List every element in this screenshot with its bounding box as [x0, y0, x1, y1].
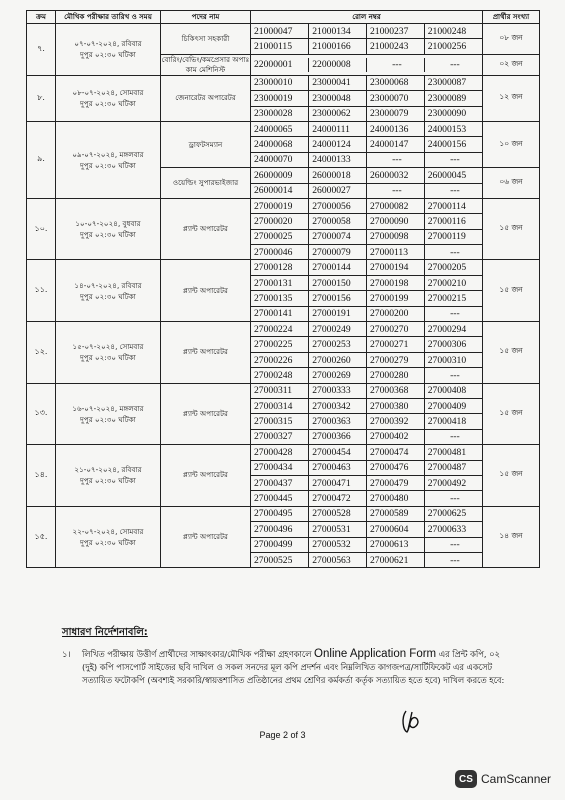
roll-number: 27000479 [367, 475, 425, 490]
roll-line [251, 491, 482, 506]
roll-number: 26000014 [251, 183, 309, 198]
datetime-cell [56, 121, 161, 198]
roll-number: 27000200 [367, 306, 425, 321]
roll-number: 27000480 [367, 491, 425, 506]
post-name-cell: প্ল্যান্ট অপারেটর [161, 383, 251, 445]
candidate-count-cell: ১২ জন [483, 75, 540, 121]
roll-number: 27000248 [251, 368, 309, 383]
roll-line [251, 322, 482, 337]
interview-time: দুপুর ০২:৩০ ঘটিকা [80, 50, 136, 60]
roll-number: 27000119 [424, 229, 482, 244]
schedule-row [27, 383, 540, 445]
roll-number: 27000306 [424, 337, 482, 352]
candidate-count-cell: ১৪ জন [483, 506, 540, 568]
roll-number: 27000019 [254, 200, 293, 212]
roll-number: 23000048 [309, 91, 367, 106]
roll-number: 24000156 [424, 137, 482, 152]
schedule-row [27, 322, 540, 384]
roll-line [251, 414, 482, 429]
roll-line [251, 58, 482, 72]
roll-number: 27000082 [367, 199, 425, 214]
roll-number: 21000115 [251, 39, 309, 54]
roll-number: 27000428 [254, 446, 293, 458]
candidate-count-cell: ১৫ জন [483, 260, 540, 322]
roll-line [251, 260, 482, 275]
roll-number: 27000532 [309, 537, 367, 552]
roll-numbers-cell [251, 198, 483, 260]
post-name-cell: প্ল্যান্ট অপারেটর [161, 198, 251, 260]
roll-number: 27000487 [424, 460, 482, 475]
roll-line [251, 429, 482, 444]
interview-time: দুপুর ০২:৩০ ঘটিকা [80, 538, 136, 547]
serial-cell: ৮. [27, 75, 56, 121]
roll-number: 27000563 [309, 552, 367, 567]
roll-number: --- [424, 306, 482, 321]
roll-number: 27000380 [367, 398, 425, 413]
roll-number: --- [424, 245, 482, 260]
post-name-cell: বোরিং/বেভিং/কমপ্রেসার অপাঃ কাম মেশিনিস্ট [161, 54, 250, 74]
roll-number: 27000402 [367, 429, 425, 444]
roll-number: --- [367, 58, 425, 72]
roll-number: 24000065 [254, 123, 293, 135]
roll-number: 26000032 [367, 168, 425, 183]
roll-line [251, 475, 482, 490]
camscanner-watermark [455, 770, 551, 788]
roll-number: 27000314 [251, 398, 309, 413]
roll-line [251, 291, 482, 306]
roll-line [251, 183, 482, 198]
roll-number: 27000342 [309, 398, 367, 413]
post-name-cell: প্ল্যান্ট অপারেটর [161, 506, 251, 568]
roll-number: 24000136 [367, 122, 425, 137]
roll-number: 27000445 [251, 491, 309, 506]
roll-number: 24000070 [251, 152, 309, 167]
roll-numbers-cell [251, 383, 483, 445]
interview-date: ১৪-০৭-২০২৪, রবিবার [74, 280, 142, 290]
roll-line [251, 168, 482, 183]
roll-number: 21000256 [424, 39, 482, 54]
roll-number: 27000225 [251, 337, 309, 352]
datetime-cell [56, 75, 161, 121]
roll-number: 27000025 [251, 229, 309, 244]
roll-number: 26000045 [424, 168, 482, 183]
roll-number: 23000028 [251, 106, 309, 121]
roll-number: 27000114 [424, 199, 482, 214]
datetime-cell [56, 260, 161, 322]
roll-number: 27000271 [367, 337, 425, 352]
roll-number: 27000056 [309, 199, 367, 214]
roll-number: 27000392 [367, 414, 425, 429]
roll-number: 27000434 [251, 460, 309, 475]
candidate-count-cell: ০৮ জন [483, 24, 540, 55]
interview-date: ০৮-০৭-২০২৪, সোমবার [72, 88, 144, 98]
roll-number: 27000408 [424, 384, 482, 399]
interview-date: ২১-০৭-২০২৪, রবিবার [74, 465, 142, 475]
roll-number: 27000113 [367, 245, 425, 260]
roll-number: 23000062 [309, 106, 367, 121]
roll-number: 27000210 [424, 275, 482, 290]
roll-numbers-cell [251, 75, 483, 121]
roll-line [251, 384, 482, 399]
instruction-item [62, 648, 512, 687]
roll-number: 26000018 [309, 168, 367, 183]
serial-cell: ১৩. [27, 383, 56, 445]
roll-number: 23000090 [424, 106, 482, 121]
roll-line [251, 445, 482, 460]
roll-number: 27000333 [309, 384, 367, 399]
datetime-cell [56, 445, 161, 507]
roll-number: 27000463 [309, 460, 367, 475]
schedule-row [27, 506, 540, 568]
roll-line [251, 76, 482, 91]
roll-number: 27000495 [254, 508, 293, 520]
roll-number: 23000041 [309, 76, 367, 91]
roll-number: 24000147 [367, 137, 425, 152]
roll-number: 24000111 [309, 122, 367, 137]
roll-number: 27000198 [367, 275, 425, 290]
roll-number: 27000205 [424, 260, 482, 275]
roll-number: --- [367, 183, 425, 198]
roll-number: --- [424, 429, 482, 444]
datetime-cell [56, 383, 161, 445]
roll-number: 27000279 [367, 352, 425, 367]
post-name-cell: প্ল্যান্ট অপারেটর [161, 322, 251, 384]
serial-cell: ১১. [27, 260, 56, 322]
serial-cell: ১৫. [27, 506, 56, 568]
serial-cell: ১০. [27, 198, 56, 260]
roll-number: 27000311 [254, 385, 293, 397]
roll-numbers-cell [251, 121, 483, 167]
datetime-cell [56, 198, 161, 260]
roll-number: 27000437 [251, 475, 309, 490]
interview-time: দুপুর ০২:৩০ ঘটিকা [80, 476, 136, 486]
roll-number: 27000496 [251, 522, 309, 537]
roll-number: 27000418 [424, 414, 482, 429]
post-name-cell: চিকিৎসা সহকারী [161, 24, 251, 55]
roll-number: 24000124 [309, 137, 367, 152]
roll-number: 27000128 [254, 262, 293, 274]
camscanner-logo-icon: CS [455, 770, 477, 788]
interview-time: দুপুর ০২:৩০ ঘটিকা [80, 160, 136, 170]
roll-number: 27000454 [309, 445, 367, 460]
roll-line [251, 352, 482, 367]
roll-line [251, 24, 482, 39]
serial-cell: ৯. [27, 121, 56, 198]
roll-number: 27000058 [309, 214, 367, 229]
roll-line [251, 460, 482, 475]
roll-line [251, 398, 482, 413]
roll-line [251, 137, 482, 152]
datetime-cell [56, 24, 161, 76]
roll-number: 27000625 [424, 507, 482, 522]
interview-date: ০৭-০৭-২০২৪, রবিবার [74, 39, 142, 49]
post-name-cell: ওয়েল্ডিং সুপারভাইজার [161, 168, 251, 199]
roll-number: 27000131 [251, 275, 309, 290]
roll-number: --- [424, 183, 482, 198]
roll-numbers-cell [251, 24, 483, 55]
roll-number: 27000315 [251, 414, 309, 429]
instruction-number: ১। [62, 649, 71, 659]
roll-number: --- [424, 368, 482, 383]
roll-number: 27000327 [251, 429, 309, 444]
roll-number: 27000294 [424, 322, 482, 337]
roll-number: 23000079 [367, 106, 425, 121]
schedule-row [27, 75, 540, 121]
roll-number: --- [367, 152, 425, 167]
roll-line [251, 214, 482, 229]
candidate-count-cell: ১৫ জন [483, 198, 540, 260]
instructions-title: সাধারণ নির্দেশনাবলি: [62, 627, 148, 638]
roll-number: 21000248 [424, 24, 482, 39]
roll-line [251, 229, 482, 244]
roll-number: 27000366 [309, 429, 367, 444]
roll-line [251, 275, 482, 290]
candidate-count-cell: ১৫ জন [483, 383, 540, 445]
roll-number: 27000604 [367, 522, 425, 537]
roll-numbers-cell [251, 260, 483, 322]
roll-number: 27000528 [309, 507, 367, 522]
roll-number: 27000492 [424, 475, 482, 490]
roll-number: 27000270 [367, 322, 425, 337]
post-name-cell: প্ল্যান্ট অপারেটর [161, 445, 251, 507]
instruction-text-english: Online Application Form [314, 648, 437, 660]
candidate-count-cell: ১০ জন [483, 121, 540, 167]
roll-number: 27000589 [367, 507, 425, 522]
roll-number: 24000153 [424, 122, 482, 137]
roll-numbers-cell [251, 322, 483, 384]
roll-number: 27000020 [251, 214, 309, 229]
roll-number: 27000280 [367, 368, 425, 383]
roll-number: 27000471 [309, 475, 367, 490]
roll-number: 27000481 [424, 445, 482, 460]
roll-line [251, 122, 482, 137]
roll-number: 27000074 [309, 229, 367, 244]
roll-number: 27000269 [309, 368, 367, 383]
roll-number: 23000068 [367, 76, 425, 91]
roll-line [251, 152, 482, 167]
roll-numbers-cell [251, 54, 483, 75]
roll-number: 27000224 [254, 323, 293, 335]
roll-line [251, 91, 482, 106]
roll-number: 27000135 [251, 291, 309, 306]
roll-number: 23000070 [367, 91, 425, 106]
roll-number: 27000363 [309, 414, 367, 429]
interview-time: দুপুর ০২:৩০ ঘটিকা [80, 291, 136, 301]
interview-time: দুপুর ০২:৩০ ঘটিকা [80, 99, 136, 109]
header-count: প্রার্থীর সংখ্যা [483, 11, 540, 24]
roll-number: 27000525 [251, 552, 309, 567]
interview-date: ১০-০৭-২০২৪, বুধবার [75, 219, 141, 229]
roll-number: 27000260 [309, 352, 367, 367]
roll-number: 27000194 [367, 260, 425, 275]
roll-number: 27000613 [367, 537, 425, 552]
roll-number: 24000068 [251, 137, 309, 152]
header-rolls: রোল নম্বর [251, 11, 483, 24]
roll-number: 27000191 [309, 306, 367, 321]
datetime-cell [56, 322, 161, 384]
roll-number: 27000098 [367, 229, 425, 244]
roll-number: 27000199 [367, 291, 425, 306]
schedule-row [27, 198, 540, 260]
roll-number: 27000150 [309, 275, 367, 290]
roll-number: 23000019 [251, 91, 309, 106]
interview-schedule-table [26, 10, 540, 568]
roll-number: 27000476 [367, 460, 425, 475]
roll-number: --- [424, 491, 482, 506]
roll-number: 27000226 [251, 352, 309, 367]
roll-number: 27000472 [309, 491, 367, 506]
header-datetime: মৌখিক পরীক্ষার তারিখ ও সময় [56, 11, 161, 24]
roll-number: 27000409 [424, 398, 482, 413]
instruction-text [82, 648, 512, 687]
schedule-row [27, 24, 540, 55]
interview-date: ১৫-০৭-২০২৪, সোমবার [72, 342, 144, 352]
roll-number: 21000047 [254, 25, 293, 37]
roll-number: 24000133 [309, 152, 367, 167]
candidate-count-cell: ১৫ জন [483, 445, 540, 507]
candidate-count-cell: ১৫ জন [483, 322, 540, 384]
interview-date: ২২-০৭-২০২৪, সোমবার [72, 527, 144, 536]
roll-line [251, 245, 482, 260]
interview-time: দুপুর ০২:৩০ ঘটিকা [80, 230, 136, 240]
roll-number: 27000046 [251, 245, 309, 260]
roll-number: 23000010 [254, 77, 293, 89]
roll-number: 27000253 [309, 337, 367, 352]
post-name-cell: ড্রাফটসম্যান [161, 121, 251, 167]
roll-number: 26000009 [254, 169, 293, 181]
roll-number: 27000310 [424, 352, 482, 367]
roll-number: --- [424, 58, 482, 72]
schedule-row [27, 121, 540, 167]
roll-number: 27000368 [367, 384, 425, 399]
camscanner-brand-text: CamScanner [481, 772, 552, 786]
instruction-text-after: এর প্রিন্ট কপি, ০২ (দুই) কপি পাসপোর্ট সাইজের ছবি দাখিল ও সকল সনদের মূল কপি প্রদর্শন এবং নিম্নলিখিত কাগজপত্র/সার্টিফিকেট এর একসেট সত্যায়িত ফটোকপি (অবশ্যই সরকারি/স্বায়ত্তশাসিত প্রতিষ্ঠানের প্রথম শ্রেণির কর্মকর্তা কর্তৃক সত্যায়িত হতে হবে) দাখিল করতে হবে: [82, 649, 505, 685]
roll-number: 26000027 [309, 183, 367, 198]
roll-numbers-cell [251, 445, 483, 507]
general-instructions [62, 625, 512, 687]
serial-cell: ১৪. [27, 445, 56, 507]
roll-number: 27000531 [309, 522, 367, 537]
roll-line [251, 368, 482, 383]
interview-date: ১৬-০৭-২০২৪, মঙ্গলবার [72, 403, 144, 413]
candidate-count-cell: ০৬ জন [483, 168, 540, 199]
roll-number: 27000215 [424, 291, 482, 306]
roll-numbers-cell [251, 506, 483, 568]
schedule-row [27, 260, 540, 322]
roll-line [251, 507, 482, 522]
interview-date: ০৯-০৭-২০২৪, মঙ্গলবার [72, 149, 144, 159]
roll-number: 27000499 [251, 537, 309, 552]
roll-line [251, 552, 482, 567]
roll-number: 21000134 [309, 24, 367, 39]
roll-line [251, 106, 482, 121]
roll-number: 22000008 [309, 58, 367, 72]
page-number: Page 2 of 3 [259, 730, 306, 740]
roll-number: 21000166 [309, 39, 367, 54]
roll-number: 23000089 [424, 91, 482, 106]
roll-number: --- [424, 152, 482, 167]
roll-number: 21000243 [367, 39, 425, 54]
roll-line [251, 199, 482, 214]
roll-numbers-cell [251, 168, 483, 199]
roll-number: 27000621 [367, 552, 425, 567]
roll-number: 27000474 [367, 445, 425, 460]
roll-number: 27000116 [424, 214, 482, 229]
post-name-cell: প্ল্যান্ট অপারেটর [161, 260, 251, 322]
header-post: পদের নাম [161, 11, 251, 24]
roll-line [251, 337, 482, 352]
roll-number: 22000001 [254, 59, 293, 71]
roll-number: --- [424, 552, 482, 567]
instruction-text-before: লিখিত পরীক্ষায় উত্তীর্ণ প্রার্থীদের সাক্ষাৎকার/মৌখিক পরীক্ষা গ্রহণকালে [82, 649, 315, 659]
roll-number: 27000249 [309, 322, 367, 337]
roll-number: 27000079 [309, 245, 367, 260]
roll-number: 23000087 [424, 76, 482, 91]
interview-time: দুপুর ০২:৩০ ঘটিকা [80, 353, 136, 363]
roll-number: 21000237 [367, 24, 425, 39]
roll-number: 27000156 [309, 291, 367, 306]
interview-time: দুপুর ০২:৩০ ঘটিকা [80, 414, 136, 424]
datetime-cell [56, 506, 161, 568]
roll-number: 27000090 [367, 214, 425, 229]
roll-number: 27000633 [424, 522, 482, 537]
roll-line [251, 537, 482, 552]
roll-number: --- [424, 537, 482, 552]
roll-line [251, 306, 482, 321]
schedule-row [27, 445, 540, 507]
table-header-row [27, 11, 540, 24]
roll-number: 27000144 [309, 260, 367, 275]
post-name-cell: জেনারেটর অপারেটর [161, 75, 251, 121]
header-serial: ক্রম [27, 11, 56, 24]
candidate-count-cell: ০২ জন [483, 54, 540, 75]
roll-line [251, 522, 482, 537]
serial-cell: ১২. [27, 322, 56, 384]
serial-cell: ৭. [27, 24, 56, 76]
roll-line [251, 39, 482, 54]
roll-number: 27000141 [251, 306, 309, 321]
